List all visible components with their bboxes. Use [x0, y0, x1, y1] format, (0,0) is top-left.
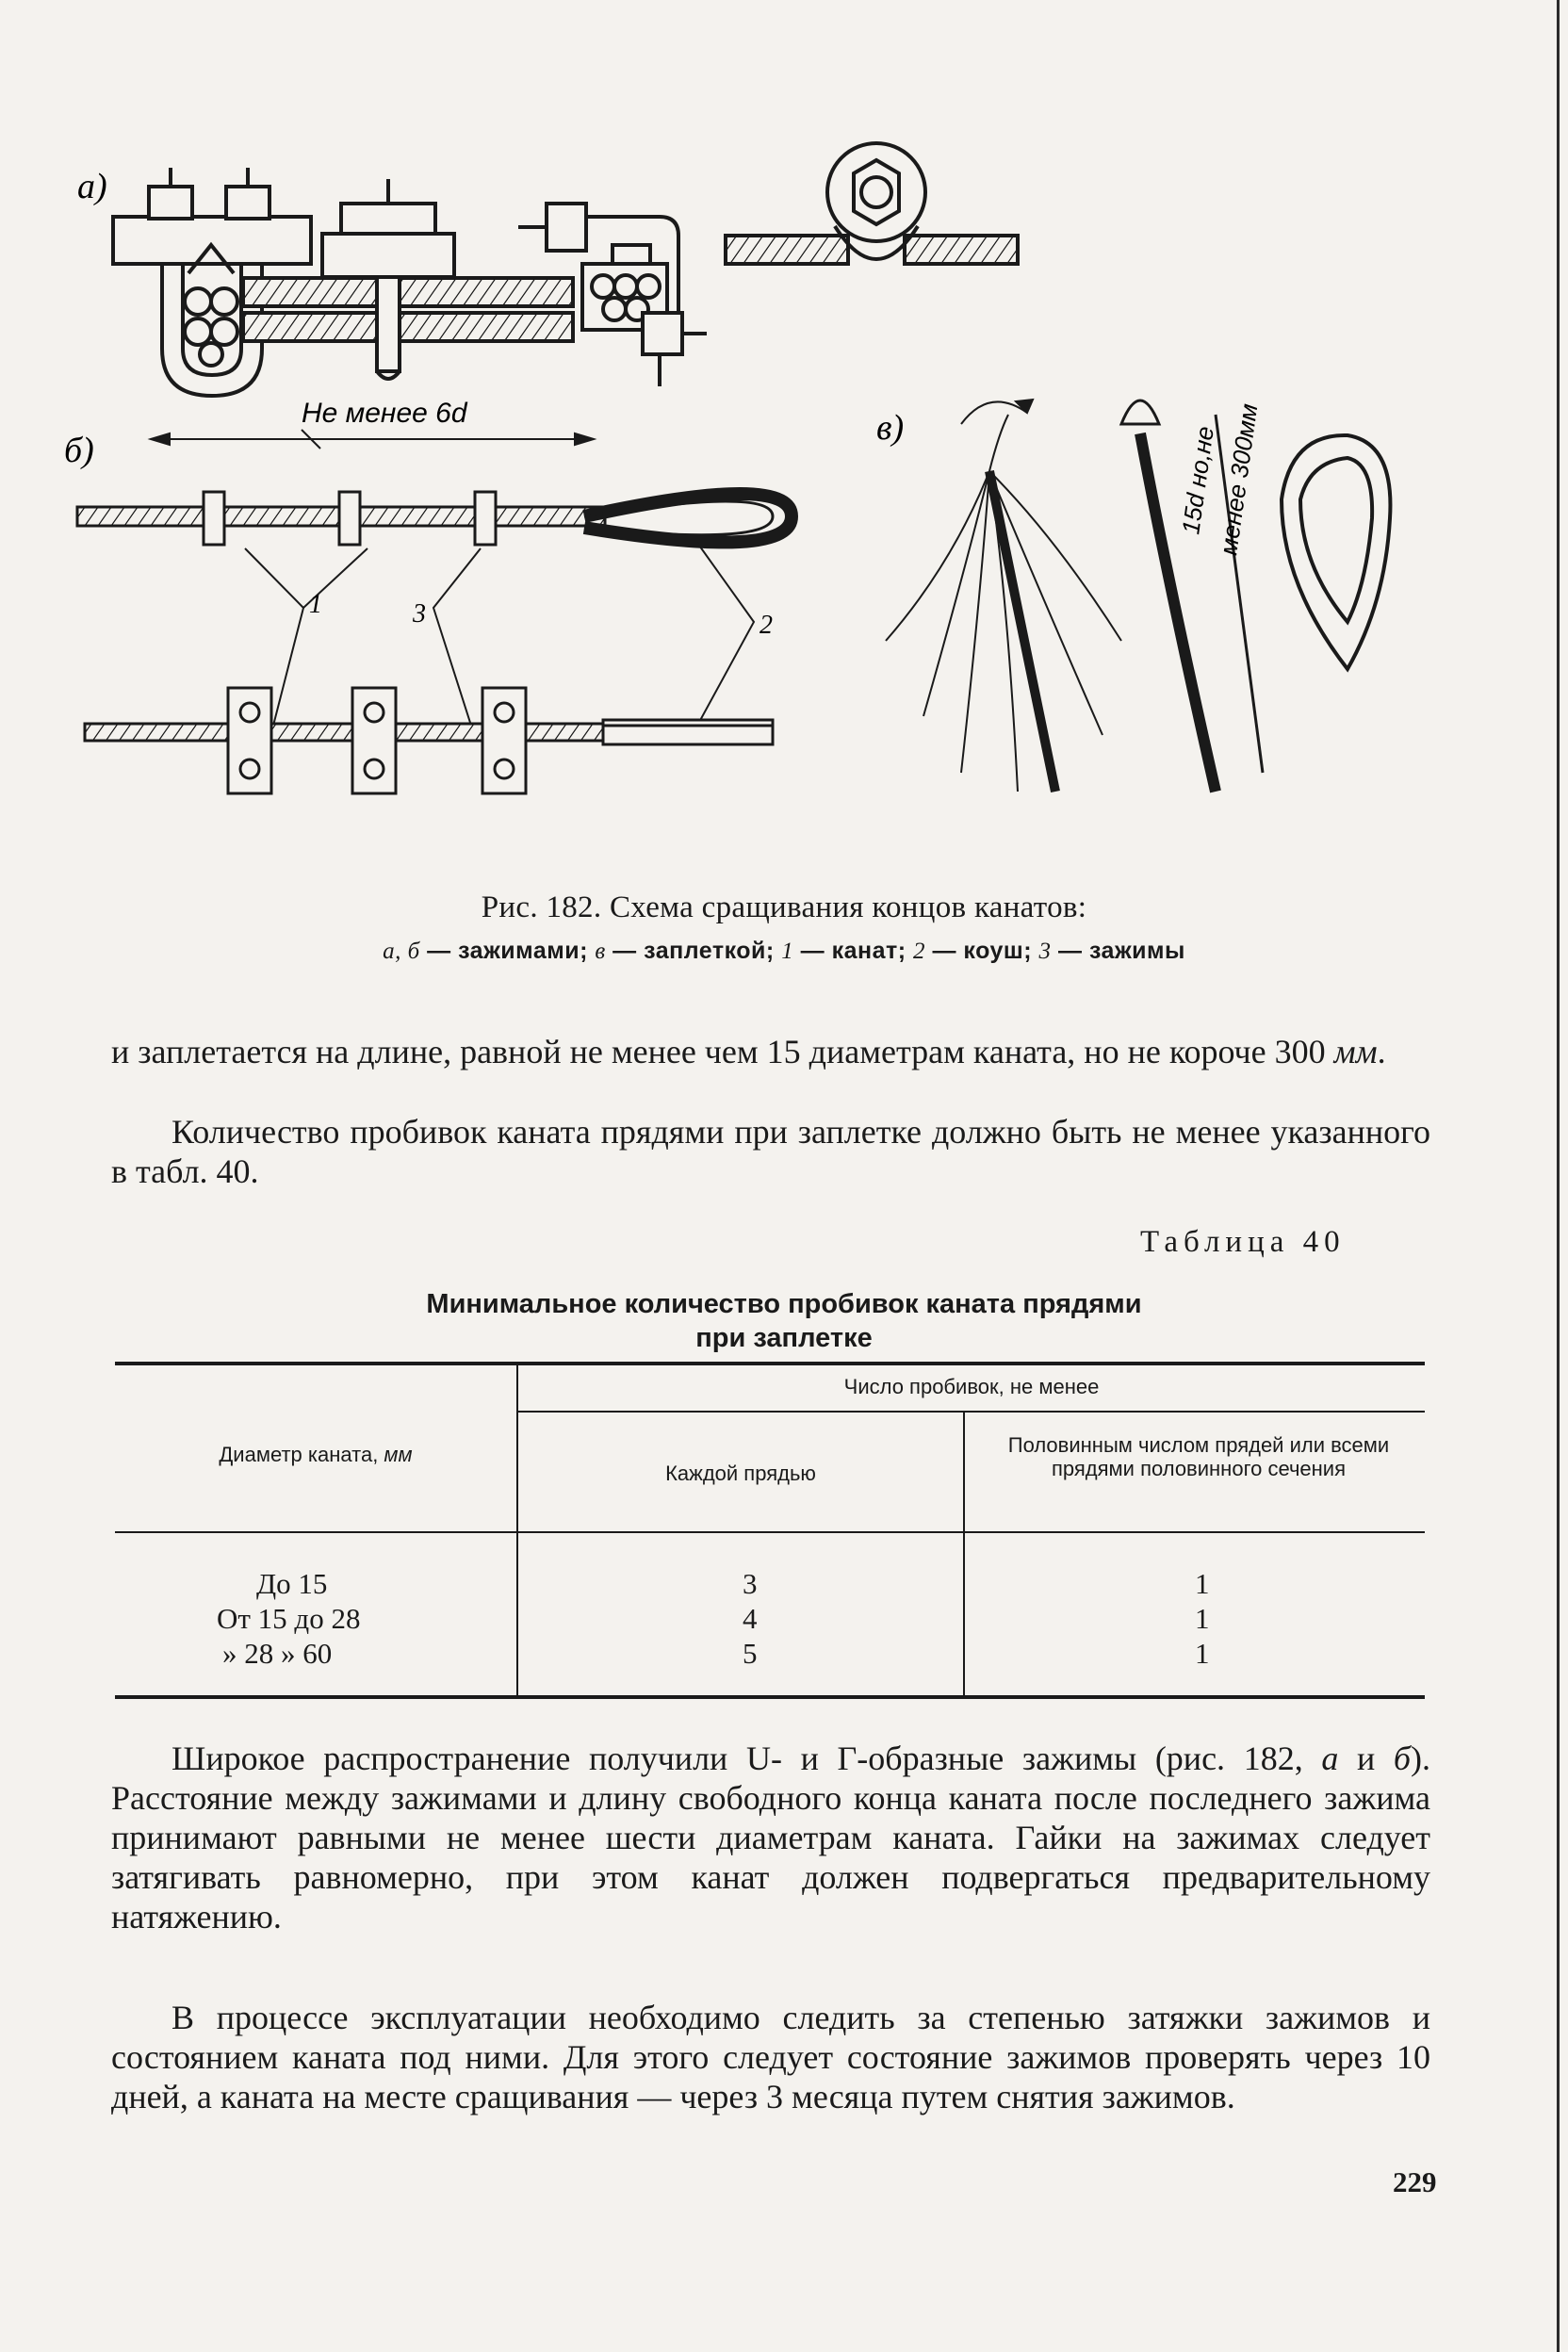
rope-splice-bottom-view	[85, 688, 773, 793]
header-diameter-text: Диаметр каната,	[219, 1443, 384, 1466]
legend-text-4: — коуш;	[925, 938, 1039, 964]
header-group: Число пробивок, не менее	[843, 1375, 1100, 1398]
figure-caption-title: Рис. 182. Схема сращивания концов канатов:	[481, 890, 1087, 924]
page-number: 229	[1393, 2165, 1437, 2198]
paragraph-3-fig-b: б	[1393, 1740, 1412, 1777]
paragraph-3-text-b: и	[1338, 1740, 1394, 1777]
row-2-each: 4	[743, 1602, 758, 1635]
legend-v-label: в	[595, 939, 606, 964]
paragraph-3-text-c: ). Расстояние между зажимами и длину свободного конца каната после последнего зажима принимают равными не менее шести диаметрам каната. Гайки на зажимах следует затягивать равномерно, при этом канат должен подвергаться предварительному натяжению.	[111, 1740, 1431, 1936]
table-title-line-2: при заплетке	[695, 1323, 873, 1353]
table-title-line-1: Минимальное количество пробивок каната прядями	[426, 1289, 1142, 1319]
eye-clamp-view	[726, 143, 1018, 264]
row-3-half: 1	[1195, 1637, 1210, 1670]
row-3-diameter: » 28 » 60	[222, 1637, 333, 1670]
paragraph-1	[111, 1032, 1430, 1071]
figure-182	[57, 113, 1395, 886]
legend-text-2: — заплеткой;	[605, 938, 782, 964]
paragraph-4-text: В процессе эксплуатации необходимо следить за степенью затяжки зажимов и состоянием каната под ними. Для этого следует состояние зажимов проверять через 10 дней, а каната на месте сращивания — через 3 месяца путем снятия зажимов.	[111, 1999, 1430, 2115]
table-header-rule	[115, 1531, 1425, 1533]
u-clamp-side-view	[243, 179, 573, 379]
legend-ab-label: а, б	[383, 939, 420, 964]
page-edge-line	[1557, 0, 1560, 2352]
row-2-diameter: От 15 до 28	[217, 1602, 361, 1635]
paragraph-1-end: .	[1377, 1033, 1386, 1070]
table-bottom-rule	[115, 1695, 1425, 1699]
table-40	[115, 1362, 1425, 1699]
figure-label-b: б)	[64, 431, 94, 470]
legend-text-1: — зажимами;	[419, 938, 596, 964]
figure-label-v: в)	[876, 408, 905, 448]
paragraph-3-text-a: Широкое распространение получили U- и Г-образные зажимы (рис. 182,	[172, 1740, 1322, 1777]
legend-text-3: — канат;	[793, 938, 914, 964]
figure-label-a: а)	[77, 167, 107, 206]
paragraph-1-text: и заплетается на длине, равной не менее чем 15 диаметрам каната, но не короче 300	[111, 1033, 1334, 1070]
row-1-diameter: До 15	[256, 1567, 328, 1600]
header-half-strands: Половинным числом прядей или всеми прядями половинного сечения	[1007, 1433, 1390, 1480]
table-top-rule	[115, 1362, 1425, 1365]
callout-1: 1	[309, 590, 322, 619]
callout-2: 2	[760, 611, 773, 640]
row-3-each: 5	[743, 1637, 758, 1670]
legend-1-label: 1	[781, 939, 794, 964]
row-1-half: 1	[1195, 1567, 1210, 1600]
table-vline-1	[516, 1365, 518, 1695]
paragraph-3-fig-a: а	[1321, 1740, 1339, 1777]
splice-strands-view	[886, 400, 1121, 792]
table-title	[0, 1287, 1568, 1355]
paragraph-3	[111, 1739, 1430, 1936]
header-diameter	[115, 1443, 516, 1466]
paragraph-4	[111, 1998, 1430, 2116]
row-2-half: 1	[1195, 1602, 1210, 1635]
vertical-dimension-label-2: менее 300мм	[1214, 401, 1264, 557]
legend-text-5: — зажимы	[1051, 938, 1185, 964]
dimension-line	[151, 430, 594, 449]
vertical-dimension-label-1: 15d но,не	[1176, 424, 1219, 536]
thimble-view	[1282, 435, 1390, 669]
table-group-rule	[516, 1411, 1425, 1413]
rope-splice-top-view	[77, 492, 792, 545]
header-each-strand: Каждой прядью	[665, 1462, 816, 1485]
table-label: Таблица 40	[1140, 1225, 1346, 1259]
paragraph-1-unit: мм	[1333, 1033, 1378, 1070]
paragraph-2-text: Количество пробивок каната прядями при заплетке должно быть не менее указанного в табл. 40.	[111, 1113, 1430, 1190]
figure-drawing	[57, 113, 1395, 886]
row-1-each: 3	[743, 1567, 758, 1600]
table-vline-2	[963, 1413, 965, 1695]
dimension-label: Не менее 6d	[302, 398, 467, 429]
callout-3: 3	[413, 599, 426, 629]
figure-caption-legend	[0, 938, 1568, 965]
paragraph-2	[111, 1112, 1430, 1191]
legend-2-label: 2	[913, 939, 926, 964]
legend-3-label: 3	[1038, 939, 1052, 964]
header-diameter-unit: мм	[384, 1443, 413, 1466]
